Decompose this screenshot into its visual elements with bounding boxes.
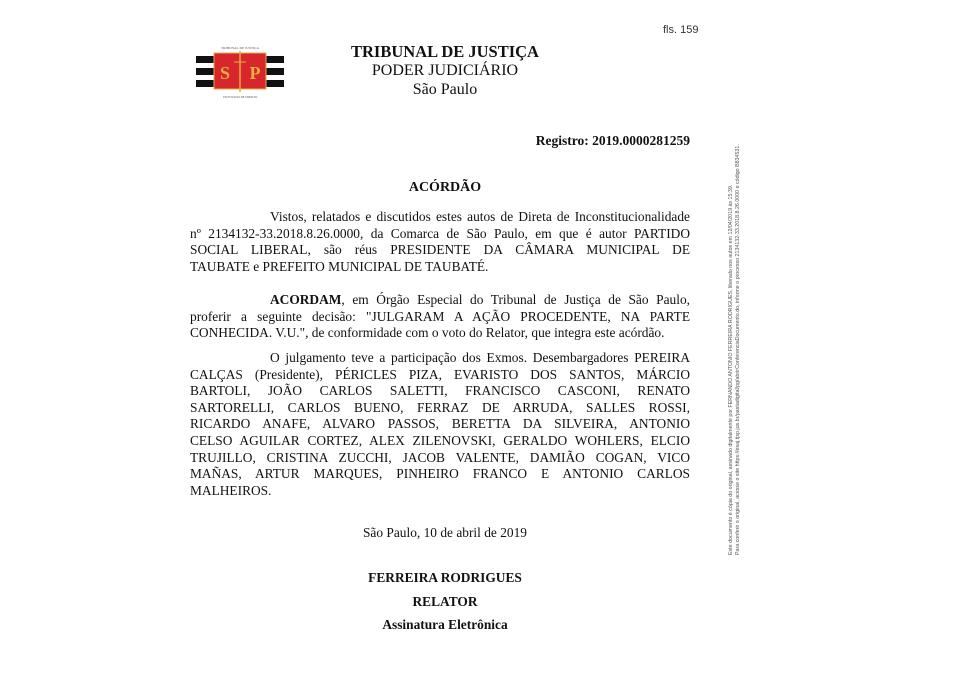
side-note-line: Este documento é cópia do original, assinado digitalmente por FERNANDO ANTONIO FERREIRA RODRIGUES, liberado nos autos em 12/04/2019 às 15:39. xyxy=(728,184,734,555)
text-line: SARTORELLI, CARLOS BUENO, FERRAZ DE ARRUDA, SALLES ROSSI, xyxy=(190,399,690,415)
text-line xyxy=(190,292,690,309)
text-line: nº 2134132-33.2018.8.26.0000, da Comarca de São Paulo, em que é autor PARTIDO xyxy=(190,225,690,241)
text-line: BARTOLI, JOÃO CARLOS SALETTI, FRANCISCO CASCONI, RENATO xyxy=(190,383,690,399)
text-line: O julgamento teve a participação dos Exmos. Desembargadores PEREIRA xyxy=(270,350,690,365)
document-date: São Paulo, 10 de abril de 2019 xyxy=(362,525,527,540)
svg-text:UM ESTADO DE DIREITO: UM ESTADO DE DIREITO xyxy=(222,95,258,99)
signer-role: RELATOR xyxy=(412,594,478,609)
text-line: TAUBATE e PREFEITO MUNICIPAL DE TAUBATÉ. xyxy=(190,258,489,274)
svg-text:S: S xyxy=(219,63,231,83)
paragraph-case xyxy=(190,209,690,275)
text-line: SOCIAL LIBERAL, são réus PRESIDENTE DA CÂMARA MUNICIPAL DE xyxy=(190,242,690,258)
text-line: CALÇAS (Presidente), PÉRICLES PIZA, EVARISTO DOS SANTOS, MÁRCIO xyxy=(190,366,690,382)
signature-note: Assinatura Eletrônica xyxy=(382,617,508,632)
side-note-line: Para conferir o original, acesse o site https://esaj.tjsp.jus.br/pastadigital/pg/abrirConferenciaDocumento.do, informe o processo 2134132-33.2018.8.26.0000 e código B834531. xyxy=(735,144,741,555)
court-name: TRIBUNAL DE JUSTIÇA xyxy=(351,42,539,61)
svg-text:P: P xyxy=(249,63,261,83)
court-state: São Paulo xyxy=(412,81,478,98)
document-title: ACÓRDÃO xyxy=(408,180,482,195)
registro-number: Registro: 2019.0000281259 xyxy=(535,133,690,148)
text-line: proferir a seguinte decisão: "JULGARAM A AÇÃO PROCEDENTE, NA PARTE xyxy=(190,308,690,324)
text-line: CONHECIDA. V.U.", de conformidade com o voto do Relator, que integra este acórdão. xyxy=(190,325,665,341)
paragraph-decision xyxy=(190,292,690,342)
paragraph-participants xyxy=(190,350,690,499)
page-number: fls. 159 xyxy=(663,24,699,36)
text-line: CELSO AGUILAR CORTEZ, ALEX ZILENOVSKI, GERALDO WOHLERS, ELCIO xyxy=(190,432,690,448)
text-line: TRUJILLO, CRISTINA ZUCCHI, JACOB VALENTE, DAMIÃO COGAN, VICO xyxy=(190,449,690,465)
signer-name: FERREIRA RODRIGUES xyxy=(368,570,522,585)
text-line: MALHEIROS. xyxy=(190,482,272,498)
svg-text:TRIBUNAL DE JUSTIÇA: TRIBUNAL DE JUSTIÇA xyxy=(221,46,259,50)
text-line: RICARDO ANAFE, ALVARO PASSOS, BERETTA DA SILVEIRA, ANTONIO xyxy=(190,416,690,432)
text-line: MAÑAS, ARTUR MARQUES, PINHEIRO FRANCO E ANTONIO CARLOS xyxy=(190,466,690,482)
tjsp-logo xyxy=(196,44,284,100)
digital-signature-note xyxy=(728,144,742,555)
court-branch: PODER JUDICIÁRIO xyxy=(371,62,519,79)
court-header xyxy=(350,42,540,99)
text-fragment: , em Órgão Especial do Tribunal de Justiça de São Paulo, xyxy=(341,292,690,307)
acordam-lead: ACORDAM xyxy=(270,292,342,307)
text-line: Vistos, relatados e discutidos estes autos de Direta de Inconstitucionalidade xyxy=(270,209,690,224)
